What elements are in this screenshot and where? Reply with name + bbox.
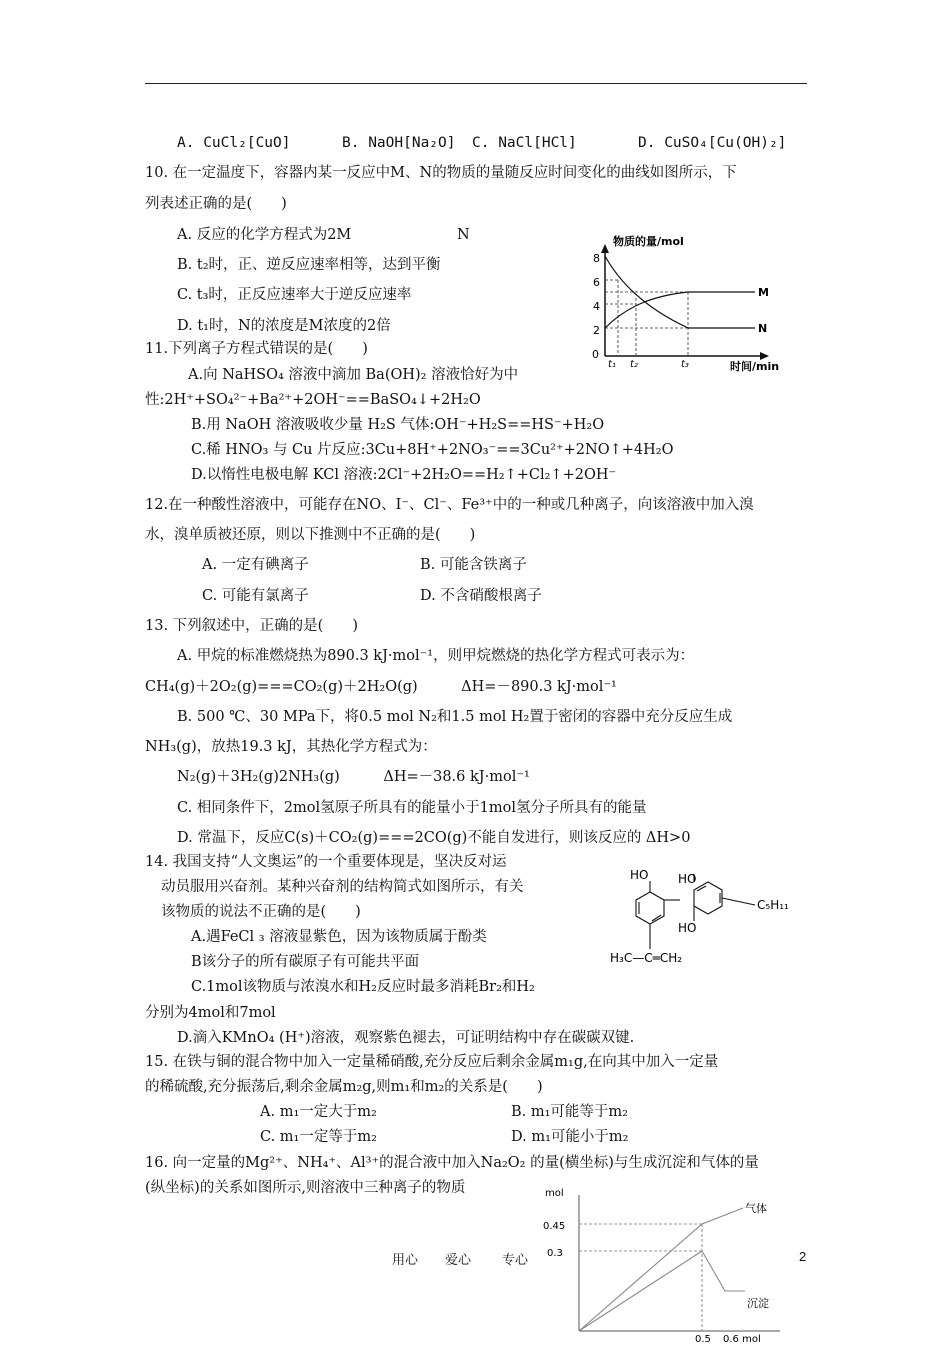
q16-stem-line1: 16. 向一定量的Mg²⁺、NH₄⁺、Al³⁺的混合液中加入Na₂O₂ 的量(横坐标)与生成沉淀和气体的量 <box>145 1155 759 1171</box>
q16-chart-xtick-06: 0.6 mol <box>723 1334 761 1344</box>
q13-stem: 13. 下列叙述中，正确的是( ) <box>145 618 358 634</box>
q10-chart-ylabel: 物质的量/mol <box>613 235 684 248</box>
q10-chart-origin: 0 <box>592 348 599 361</box>
q15-option-b: B. m₁可能等于m₂ <box>511 1104 628 1120</box>
q11-option-b: B.用 NaOH 溶液吸收少量 H₂S 气体:OH⁻+H₂S==HS⁻+H₂O <box>191 417 605 433</box>
q12-option-b: B. 可能含铁离子 <box>420 557 527 573</box>
q15-option-a: A. m₁一定大于m₂ <box>260 1104 377 1120</box>
q9-option-a: A. CuCl₂[CuO] <box>177 135 291 151</box>
q10-chart-xlabel: 时间/min <box>730 360 780 373</box>
q14-option-c: C.1mol该物质与浓溴水和H₂反应时最多消耗Br₂和H₂ <box>191 979 535 995</box>
q12-stem-line1: 12.在一种酸性溶液中，可能存在NO、I⁻、Cl⁻、Fe³⁺中的一种或几种离子，向该溶液中加入溴 <box>145 497 754 513</box>
footer-text-left: 用心 <box>392 1253 419 1268</box>
q12-option-a: A. 一定有碘离子 <box>202 557 309 573</box>
q14-option-b: B该分子的所有碳原子有可能共平面 <box>191 954 420 970</box>
q9-option-b: B. NaOH[Na₂O] <box>342 135 456 151</box>
q13-option-a-eq: CH₄(g)＋2O₂(g)===CO₂(g)＋2H₂O(g) ΔH=－890.3 kJ·mol⁻¹ <box>145 679 617 695</box>
q16-stem-line2: (纵坐标)的关系如图所示,则溶液中三种离子的物质 <box>145 1180 466 1196</box>
q10-chart-ytick-8: 8 <box>593 252 600 265</box>
q16-chart-series-gas <box>579 1208 743 1331</box>
q11-option-a: A.向 NaHSO₄ 溶液中滴加 Ba(OH)₂ 溶液恰好为中 <box>188 367 519 383</box>
q10-chart-ytick-2: 2 <box>593 324 600 337</box>
q10-chart-ytick-4: 4 <box>593 300 600 313</box>
q10-chart-guides <box>605 280 688 356</box>
q11-option-d: D.以惰性电极电解 KCl 溶液:2Cl⁻+2H₂O==H₂↑+Cl₂↑+2OH⁻ <box>191 467 617 483</box>
q10-chart-label-n: N <box>758 322 768 335</box>
q14-option-c-cont: 分别为4mol和7mol <box>145 1005 276 1021</box>
q10-chart-xtick-t1: t₁ <box>608 359 616 370</box>
q10-chart-series-m <box>605 292 755 328</box>
q15-option-d: D. m₁可能小于m₂ <box>511 1129 629 1145</box>
q14-stem-line2: 动员服用兴奋剂。某种兴奋剂的结构简式如图所示，有关 <box>161 879 524 895</box>
q10-option-b: B. t₂时，正、逆反应速率相等，达到平衡 <box>177 257 441 273</box>
q14-label-c5h11: C₅H₁₁ <box>757 898 789 912</box>
q10-option-c: C. t₃时，正反应速率大于逆反应速率 <box>177 287 412 303</box>
q16-chart-label-gas: 气体 <box>745 1202 767 1215</box>
q13-option-b-cont: NH₃(g)，放热19.3 kJ，其热化学方程式为： <box>145 739 437 755</box>
q11-option-a-cont: 性:2H⁺+SO₄²⁻+Ba²⁺+2OH⁻==BaSO₄↓+2H₂O <box>145 392 481 408</box>
q14-label-isopropenyl: H₃C—C═CH₂ <box>610 951 683 965</box>
q13-option-c: C. 相同条件下，2mol氢原子所具有的能量小于1mol氢分子所具有的能量 <box>177 800 647 816</box>
q14-option-d: D.滴入KMnO₄ (H⁺)溶液，观察紫色褪去，可证明结构中存在碳碳双键. <box>177 1030 635 1046</box>
q15-stem-line1: 15. 在铁与铜的混合物中加入一定量稀硝酸,充分反应后剩余金属m₁g,在向其中加入一定量 <box>145 1054 719 1070</box>
q10-stem-line2: 列表述正确的是( ) <box>145 196 287 212</box>
q10-chart-ytick-6: 6 <box>593 276 600 289</box>
page-number: 2 <box>799 1249 807 1264</box>
q16-chart-series-precipitate <box>579 1251 745 1331</box>
q10-chart-xtick-t3: t₃ <box>681 359 689 370</box>
q10-chart <box>585 228 800 376</box>
q14-label-ho1: HO <box>630 868 649 882</box>
q15-option-c: C. m₁一定等于m₂ <box>260 1129 377 1145</box>
q12-option-d: D. 不含硝酸根离子 <box>420 588 542 604</box>
q16-chart-ytick-03: 0.3 <box>547 1248 563 1259</box>
q14-stem-line3: 该物质的说法不正确的是( ) <box>161 904 361 920</box>
footer-text-right: 专心 <box>502 1253 529 1268</box>
q10-stem-line1: 10. 在一定温度下，容器内某一反应中M、N的物质的量随反应时间变化的曲线如图所示，下 <box>145 165 737 181</box>
q16-chart-ytick-045: 0.45 <box>543 1221 566 1232</box>
q16-chart-label-precipitate: 沉淀 <box>747 1297 769 1310</box>
q10-chart-label-m: M <box>758 286 769 299</box>
q13-option-d: D. 常温下，反应C(s)＋CO₂(g)===2CO(g)不能自发进行，则该反应的 ΔH>0 <box>177 830 691 846</box>
q16-chart-xtick-05: 0.5 <box>695 1334 711 1344</box>
q10-option-d: D. t₁时，N的浓度是M浓度的2倍 <box>177 318 391 334</box>
q14-option-a: A.遇FeCl ₃ 溶液显紫色，因为该物质属于酚类 <box>191 929 487 945</box>
q11-stem: 11.下列离子方程式错误的是( ) <box>145 341 368 357</box>
q10-option-a: A. 反应的化学方程式为2M <box>177 227 352 243</box>
q14-structure <box>605 865 810 975</box>
q13-option-b-eq: N₂(g)＋3H₂(g)2NH₃(g) ΔH=－38.6 kJ·mol⁻¹ <box>177 769 530 785</box>
q9-option-c: C. NaCl[HCl] <box>472 135 577 151</box>
q14-label-ho3: HO <box>678 921 697 935</box>
header-rule <box>145 83 807 84</box>
q10-option-a-product: N <box>457 227 470 243</box>
q12-stem-line2: 水，溴单质被还原，则以下推测中不正确的是( ) <box>145 527 476 543</box>
q14-stem-line1: 14. 我国支持“人文奥运”的一个重要体现是，坚决反对运 <box>145 854 507 870</box>
q9-option-d: D. CuSO₄[Cu(OH)₂] <box>638 135 787 151</box>
q13-option-a: A. 甲烷的标准燃烧热为890.3 kJ·mol⁻¹，则甲烷燃烧的热化学方程式可表示为： <box>177 648 695 664</box>
q16-chart <box>535 1183 790 1344</box>
q14-label-ho2: HO <box>678 872 697 886</box>
q16-chart-ylabel: mol <box>545 1188 564 1199</box>
footer-text-mid: 爱心 <box>445 1253 472 1268</box>
q15-stem-line2: 的稀硫酸,充分振荡后,剩余金属m₂g,则m₁和m₂的关系是( ) <box>145 1079 543 1095</box>
q11-option-c: C.稀 HNO₃ 与 Cu 片反应:3Cu+8H⁺+2NO₃⁻==3Cu²⁺+2NO↑+4H₂O <box>191 442 674 458</box>
q13-option-b: B. 500 ℃、30 MPa下，将0.5 mol N₂和1.5 mol H₂置于密闭的容器中充分反应生成 <box>177 709 733 725</box>
q10-chart-xtick-t2: t₂ <box>630 359 638 370</box>
q12-option-c: C. 可能有氯离子 <box>202 588 309 604</box>
